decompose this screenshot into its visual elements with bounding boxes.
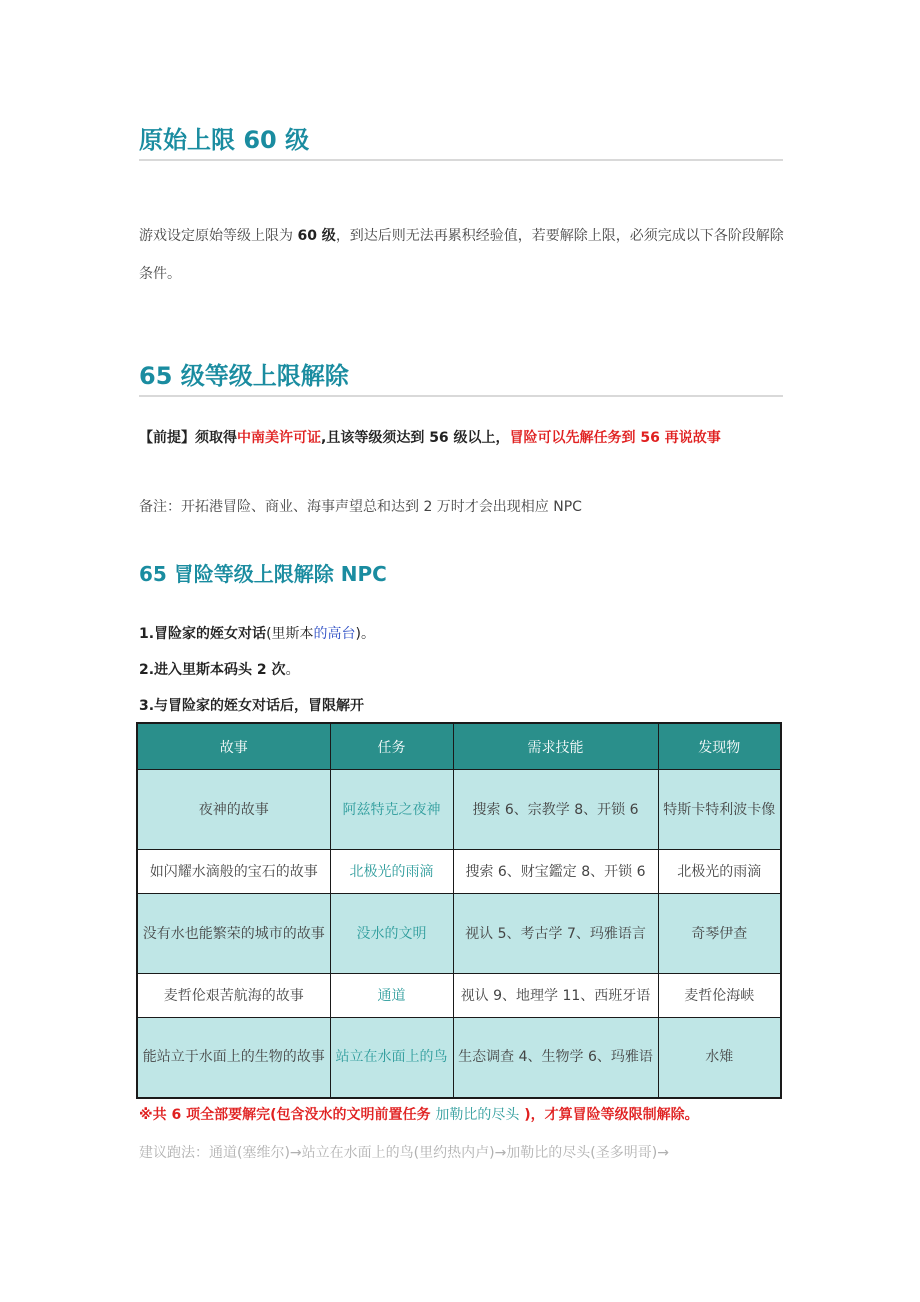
divider xyxy=(139,159,783,161)
divider xyxy=(139,395,783,397)
step-3: 3.与冒险家的姪女对话后，冒限解开 xyxy=(139,698,365,714)
cell-task[interactable]: 北极光的雨滴 xyxy=(330,850,453,894)
step-2-end: 。 xyxy=(285,662,300,678)
table-row xyxy=(137,850,781,894)
prereq-hint: 冒险可以先解任务到 56 再说故事 xyxy=(509,430,721,446)
cell-skills: 搜索 6、宗教学 8、开锁 6 xyxy=(453,770,658,850)
step-1-place: (里斯本 xyxy=(266,626,314,642)
step-2-text: 2.进入里斯本码头 2 次 xyxy=(139,662,286,678)
cell-story: 没有水也能繁荣的城市的故事 xyxy=(137,894,330,974)
section-title-65: 65 级等级上限解除 xyxy=(139,362,349,390)
cell-skills: 视认 5、考古学 7、玛雅语言 xyxy=(453,894,658,974)
intro-text-rest: ，到达后则无法再累积经验值，若要解除上限，必须完成以下各阶段解除条件。 xyxy=(139,228,784,282)
prereq-level: ,且该等级须达到 56 级以上， xyxy=(321,430,510,446)
table-row xyxy=(137,894,781,974)
remark: 备注：开拓港冒险、商业、海事声望总和达到 2 万时才会出现相应 NPC xyxy=(139,499,582,515)
cell-story: 如闪耀水滴般的宝石的故事 xyxy=(137,850,330,894)
cell-find: 北极光的雨滴 xyxy=(658,850,781,894)
cell-find: 水雉 xyxy=(658,1018,781,1098)
step-1-link[interactable]: 的高台 xyxy=(313,626,356,642)
intro-level: 60 级 xyxy=(297,228,336,244)
step-2 xyxy=(139,659,300,679)
note-text: ※共 6 项全部要解完(包含没水的文明前置任务 xyxy=(139,1107,436,1123)
cell-story: 能站立于水面上的生物的故事 xyxy=(137,1018,330,1098)
npc-section-title: 65 冒险等级上限解除 NPC xyxy=(139,562,387,586)
cell-task[interactable]: 没水的文明 xyxy=(330,894,453,974)
prereq-label: 【前提】须取得 xyxy=(139,430,237,446)
cell-skills: 视认 9、地理学 11、西班牙语 xyxy=(453,974,658,1018)
cell-task[interactable]: 阿兹特克之夜神 xyxy=(330,770,453,850)
cell-task[interactable]: 站立在水面上的鸟 xyxy=(330,1018,453,1098)
cell-find: 奇琴伊查 xyxy=(658,894,781,974)
cell-task[interactable]: 通道 xyxy=(330,974,453,1018)
route-tip: 建议跑法：通道(塞维尔)→站立在水面上的鸟(里约热内卢)→加勒比的尽头(圣多明哥)→ xyxy=(139,1145,669,1161)
note-task-link[interactable]: 加勒比的尽头 xyxy=(435,1107,520,1123)
table-row xyxy=(137,770,781,850)
quest-table xyxy=(136,722,782,1099)
cell-find: 特斯卡特利波卡像 xyxy=(658,770,781,850)
step-1-text: 1.冒险家的姪女对话 xyxy=(139,626,267,642)
cell-skills: 生态调查 4、生物学 6、玛雅语 xyxy=(453,1018,658,1098)
prerequisite xyxy=(139,427,721,447)
completion-note xyxy=(139,1104,699,1124)
cell-story: 麦哲伦艰苦航海的故事 xyxy=(137,974,330,1018)
cell-skills: 搜索 6、财宝鑑定 8、开锁 6 xyxy=(453,850,658,894)
prereq-license: 中南美许可证 xyxy=(237,430,321,446)
cell-story: 夜神的故事 xyxy=(137,770,330,850)
note-text-end: )，才算冒险等级限制解除。 xyxy=(519,1107,699,1123)
intro-paragraph xyxy=(139,217,789,293)
step-1 xyxy=(139,623,375,643)
cell-find: 麦哲伦海峡 xyxy=(658,974,781,1018)
table-row xyxy=(137,974,781,1018)
header-task: 任务 xyxy=(330,723,453,770)
table-row xyxy=(137,1018,781,1098)
header-skills: 需求技能 xyxy=(453,723,658,770)
section-title-60: 原始上限 60 级 xyxy=(139,126,310,154)
step-1-end: )。 xyxy=(355,626,375,642)
header-find: 发现物 xyxy=(658,723,781,770)
table-header xyxy=(137,723,781,770)
header-story: 故事 xyxy=(137,723,330,770)
intro-text: 游戏设定原始等级上限为 xyxy=(139,228,298,244)
